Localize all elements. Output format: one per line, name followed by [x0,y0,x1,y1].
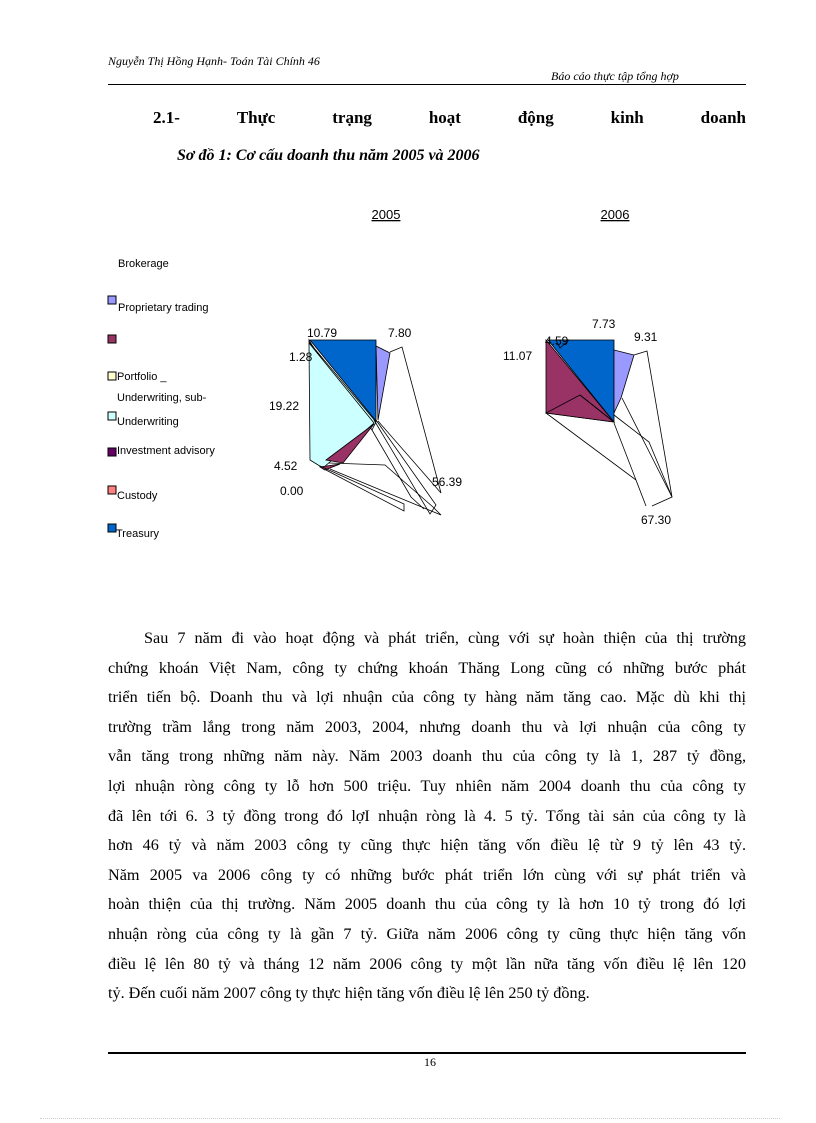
body-line: đã lên tới 6. 3 tỷ đồng trong đó lợI nhuận ròng là 4. 5 tỷ. Tổng tài sản của công ty là [108,806,746,825]
body-line: hơn 46 tỷ và năm 2003 công ty cũng thực hiện tăng vốn điều lệ từ 9 tỷ lên 43 tỷ. [108,836,746,855]
data-label-2005: 56.39 [432,475,463,489]
section-word: hoạt [428,108,461,127]
legend-label: Underwriting [117,416,179,428]
header-report-title: Báo cáo thực tập tổng hợp [551,69,679,83]
section-word: kinh [610,108,644,127]
chart-title: Sơ đồ 1: Cơ cấu doanh thu năm 2005 và 2006 [177,147,480,164]
data-label-2005: 4.52 [274,459,298,473]
legend-label: Proprietary trading [118,302,209,314]
body-line: nhuận ròng của công ty là gần 7 tỷ. Giữa năm 2006 công ty cũng thực hiện tăng vốn [108,924,746,943]
data-label-2005: 0.00 [280,484,304,498]
body-line: vẫn tăng trong những năm này. Năm 2003 doanh thu của công ty là 1, 287 tỷ đồng, [108,747,746,766]
legend-swatch [108,448,116,456]
legend-swatch [108,524,116,532]
legend-label: Underwriting, sub- [117,392,207,404]
body-paragraph [108,624,746,1009]
series-title-2006: 2006 [600,207,630,222]
legend-swatch [108,372,116,380]
header-author: Nguyễn Thị Hồng Hạnh- Toán Tài Chính 46 [108,54,320,68]
legend-label: Custody [117,490,158,502]
legend-label: Portfolio _ [117,371,167,383]
slice-2006-proprietary [614,350,634,413]
legend-swatch [108,412,116,420]
data-label-2006: 9.31 [634,330,658,344]
section-word: 2.1- [153,108,180,127]
data-label-2006: 4.59 [545,334,569,348]
legend-label: Brokerage [118,258,169,270]
body-line: Sau 7 năm đi vào hoạt động và phát triển, cùng với sự hoàn thiện của thị trường [144,629,746,647]
body-line: hoàn thiện của thị trường. Năm 2005 doanh thu của công ty là hơn 10 tỷ trong đó lợi [108,895,746,914]
footer-rule [108,1052,746,1054]
leader-2006 [614,415,672,506]
section-word: động [517,108,554,127]
leader-2006 [546,413,646,506]
legend-swatch [108,296,116,304]
data-label-2005: 10.79 [307,326,338,340]
leader-2005 [329,463,441,515]
data-label-2006: 67.30 [641,513,672,527]
body-line: lợi nhuận ròng công ty lỗ hơn 500 triệu. Tuy nhiên năm 2004 doanh thu của công ty [108,776,746,795]
data-label-2005: 1.28 [289,350,313,364]
data-label-2006: 7.73 [592,317,616,331]
section-word: doanh [700,108,746,127]
pie-2005 [309,340,441,515]
body-line: tỷ. Đến cuối năm 2007 công ty thực hiện tăng vốn điều lệ lên 250 tỷ đồng. [108,984,590,1003]
data-label-2005: 7.80 [388,326,412,340]
legend-label: Treasury [116,528,159,540]
body-line: Năm 2005 va 2006 công ty có những bước phát triển lớn cùng với sự phát triển và [108,865,746,884]
legend-swatch [108,335,116,343]
legend-label: Investment advisory [117,445,215,457]
page-edge-dotted-line [40,1118,780,1119]
series-title-2005: 2005 [371,207,401,222]
section-word: Thực [236,108,276,127]
data-label-2006: 11.07 [503,349,533,363]
body-line: trường trầm lắng trong năm 2003, 2004, nhưng doanh thu và lợi nhuận của công ty [108,717,746,736]
slice-2005-proprietary [376,346,390,420]
body-line: chứng khoán Việt Nam, công ty chứng khoán Thăng Long cũng có những bước phát [108,658,746,677]
pie-2006 [546,340,672,506]
data-label-2005: 19.22 [269,399,300,413]
page-number: 16 [424,1055,436,1069]
body-line: điều lệ lên 80 tỷ và tháng 12 năm 2006 công ty một lần nữa tăng vốn điều lệ lên 120 [108,954,746,973]
header-rule [108,84,746,85]
section-word: trạng [332,108,372,127]
legend-swatch [108,486,116,494]
body-line: triển tiến bộ. Doanh thu và lợi nhuận của công ty hàng năm tăng cao. Mặc dù khi thị [108,688,746,707]
section-heading [153,108,746,128]
leader-2005 [320,466,404,511]
revenue-structure-chart [0,190,816,570]
